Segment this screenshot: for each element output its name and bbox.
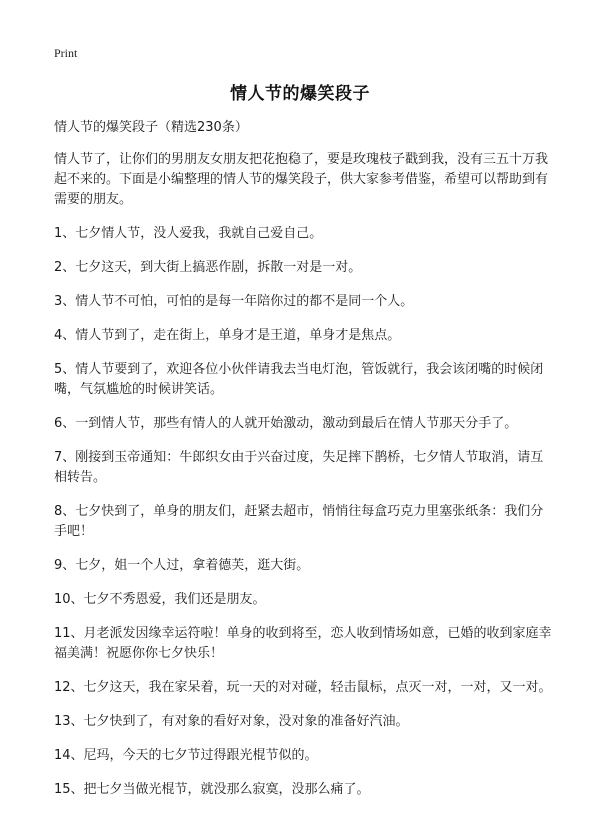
print-link[interactable]: Print [54, 46, 78, 60]
list-item: 14、尼玛，今天的七夕节过得跟光棍节似的。 [54, 748, 318, 763]
list-item: 15、把七夕当做光棍节，就没那么寂寞，没那么痛了。 [54, 782, 370, 797]
list-item: 3、情人节不可怕，可怕的是每一年陪你过的都不是同一个人。 [54, 294, 414, 309]
list-item: 6、一到情人节，那些有情人的人就开始激动，激动到最后在情人节那天分手了。 [54, 416, 518, 431]
article-subtitle: 情人节的爆笑段子（精选230条） [54, 120, 248, 135]
intro-paragraph: 情人节了，让你们的男朋友女朋友把花抱稳了，要是玫瑰枝子戳到我，没有三五十万我起不来的。下面是小编整理的情人节的爆笑段子，供大家参考借鉴，希望可以帮助到有需要的朋友。 [54, 152, 549, 207]
list-item: 11、月老派发因缘幸运符啦！单身的收到将至，恋人收到情场如意，已婚的收到家庭幸福美满！祝愿你你七夕快乐！ [54, 626, 552, 661]
article-body [54, 118, 554, 814]
list-item: 4、情人节到了，走在街上，单身才是王道，单身才是焦点。 [54, 328, 401, 343]
list-item: 7、刚接到玉帝通知：牛郎织女由于兴奋过度，失足摔下鹊桥，七夕情人节取消，请互相转告。 [54, 450, 544, 485]
list-item: 8、七夕快到了，单身的朋友们，赶紧去超市，悄悄往每盒巧克力里塞张纸条：我们分手吧！ [54, 504, 544, 539]
list-item: 5、情人节要到了，欢迎各位小伙伴请我去当电灯泡，管饭就行，我会该闭嘴的时候闭嘴，气氛尴尬的时候讲笑话。 [54, 362, 544, 397]
list-item: 13、七夕快到了，有对象的看好对象，没对象的准备好汽油。 [54, 714, 409, 729]
list-item: 12、七夕这天，我在家呆着，玩一天的对对碰，轻击鼠标，点灭一对，一对，又一对。 [54, 680, 552, 695]
list-item: 9、七夕，姐一个人过，拿着德芙，逛大街。 [54, 558, 310, 573]
list-item: 1、七夕情人节，没人爱我，我就自己爱自己。 [54, 226, 323, 241]
list-item: 10、七夕不秀恩爱，我们还是朋友。 [54, 592, 266, 607]
page-title: 情人节的爆笑段子 [230, 84, 370, 104]
list-item: 2、七夕这天，到大街上搞恶作剧，拆散一对是一对。 [54, 260, 362, 275]
